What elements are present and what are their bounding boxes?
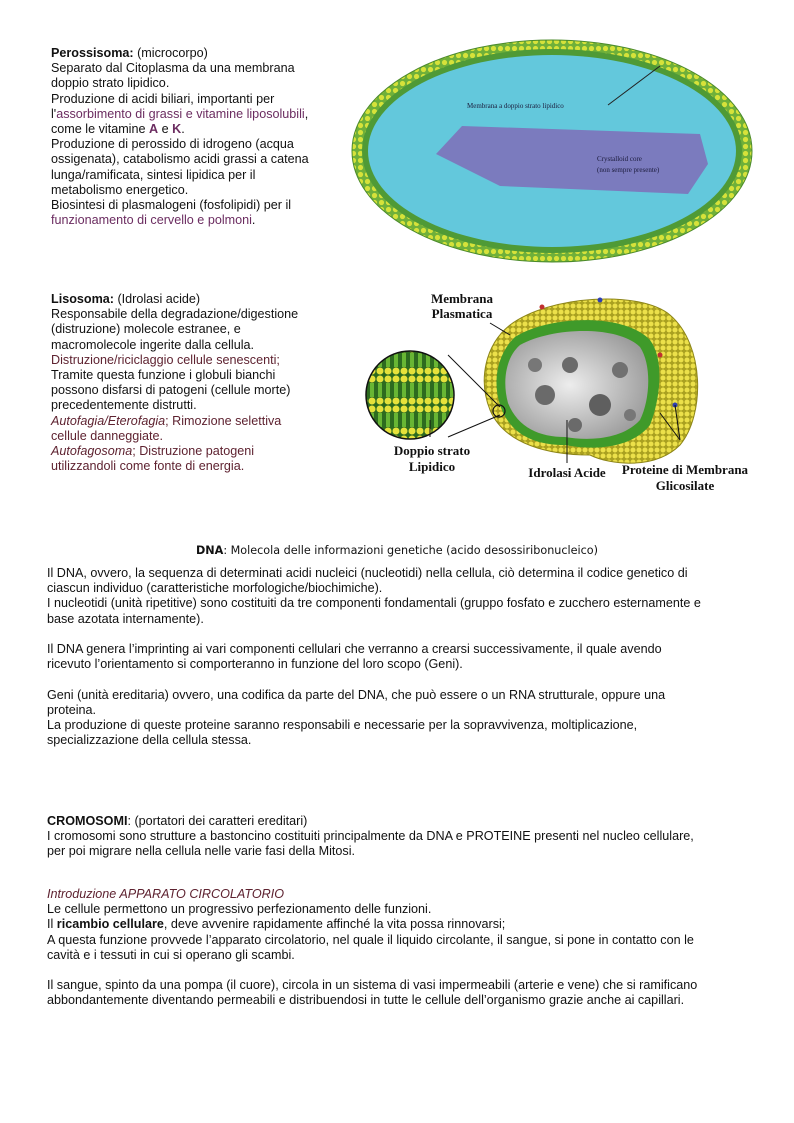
circolatorio-line: cavità e i tessuti in cui si operano gli scambi. (47, 947, 295, 962)
dna-line: ricevuto l’orientamento si comporteranno in funzione del loro scopo (Geni). (47, 657, 463, 672)
circolatorio-line: Il ricambio cellulare, deve avvenire rapidamente affinché la vita possa rinnovarsi; (47, 917, 506, 932)
label-glicosilate: Glicosilate (655, 478, 715, 493)
cromosomi-line: I cromosomi sono strutture a bastoncino costituiti principalmente da DNA e PROTEINE presenti nel nucleo cellulare, (47, 829, 694, 844)
cromosomi-line: per poi migrare nella cellula nelle varie fasi della Mitosi. (47, 844, 355, 859)
label-proteine: Proteine di Membrana (621, 462, 749, 477)
dna-line: specializzazione della cellula stessa. (47, 733, 252, 748)
perossisoma-line: Produzione di acidi biliari, importanti per (51, 91, 275, 106)
lisosoma-line: macromolecole ingerite dalla cellula. (51, 337, 255, 352)
dna-line: Geni (unità ereditaria) ovvero, una codifica da parte del DNA, che può essere o un RNA strutturale, oppure una (47, 687, 666, 702)
hydrolase (589, 394, 611, 416)
hydrolase (535, 385, 555, 405)
circolatorio-line: Le cellule permettono un progressivo perfezionamento delle funzioni. (47, 902, 432, 917)
circolatorio-line: abbondantemente diventando permeabili e distribuendosi in tutte le cellule dell’organismo grazie anche ai capillari. (47, 993, 685, 1008)
perossisoma-line: Produzione di perossido di idrogeno (acqua (51, 137, 294, 152)
perossisoma-section (51, 46, 351, 228)
hydrolase (612, 362, 628, 378)
membrane-protein (540, 305, 545, 310)
hydrolase (562, 357, 578, 373)
lisosoma-line: Responsabile della degradazione/digestione (51, 307, 299, 322)
label-idrolasi: Idrolasi Acide (528, 465, 606, 480)
membrane-label: Membrana a doppio strato lipidico (467, 102, 564, 110)
perossisoma-line: l'assorbimento di grassi e vitamine liposolubili, (51, 106, 309, 121)
peroxisome-diagram (350, 38, 755, 269)
dna-line: Il DNA, ovvero, la sequenza di determinati acidi nucleici (nucleotidi) nella cellula, ciò determina il codice genetico di (47, 566, 688, 580)
zoom-circle (366, 351, 454, 439)
perossisoma-line: lunga/ramificata, sintesi lipidica per il (51, 167, 256, 182)
label-membrana: Membrana (430, 291, 494, 306)
core-label-1: Crystalloid core (597, 155, 642, 163)
lysosome-diagram (360, 285, 760, 505)
dna-line: proteina. (47, 702, 97, 717)
cromosomi-heading: CROMOSOMI: (portatori dei caratteri ereditari) (47, 814, 308, 828)
hydrolase (528, 358, 542, 372)
label-lipidico: Lipidico (408, 459, 456, 474)
perossisoma-line: funzionamento di cervello e polmoni. (51, 213, 256, 228)
circolatorio-section (47, 887, 762, 1009)
dna-section (47, 566, 757, 748)
dna-line: La produzione di queste proteine saranno responsabili e necessarie per la sopravvivenza, moltiplicazione, (47, 718, 638, 732)
core-label-2: (non sempre presente) (597, 166, 660, 174)
lisosoma-line: Distruzione/riciclaggio cellule senescenti; (51, 352, 280, 367)
lisosoma-line: (distruzione) molecole estranee, e (51, 322, 241, 337)
lisosoma-heading: Lisosoma: (Idrolasi acide) (51, 292, 201, 306)
perossisoma-line: come le vitamine A e K. (51, 122, 185, 137)
perossisoma-heading: Perossisoma: (microcorpo) (51, 46, 208, 60)
lisosoma-line: precedentemente distrutti. (51, 398, 197, 413)
perossisoma-line: Separato dal Citoplasma da una membrana (51, 61, 295, 76)
lisosoma-line: Tramite questa funzione i globuli bianchi (51, 368, 276, 383)
circolatorio-line: Il sangue, spinto da una pompa (il cuore), circola in un sistema di vasi impermeabili (arterie e vene) che si ramificano (47, 978, 698, 993)
circolatorio-heading: Introduzione APPARATO CIRCOLATORIO (47, 887, 285, 901)
label-doppio: Doppio strato (393, 443, 471, 458)
perossisoma-line: metabolismo energetico. (51, 182, 189, 197)
lisosoma-line: Autofagia/Eterofagia; Rimozione selettiva (51, 413, 282, 428)
perossisoma-line: Biosintesi di plasmalogeni (fosfolipidi) per il (51, 198, 292, 213)
perossisoma-line: doppio strato lipidico. (51, 76, 170, 91)
circolatorio-line: A questa funzione provvede l’apparato circolatorio, nel quale il liquido circolante, il sangue, si pone in contatto con le (47, 932, 694, 947)
lisosoma-section (51, 292, 351, 474)
membrane-protein (598, 298, 603, 303)
dna-line: ciascun individuo (caratteristiche morfologiche/biochimiche). (47, 581, 383, 596)
perossisoma-line: ossigenata), catabolismo acidi grassi a catena (51, 152, 309, 167)
membrane-protein (658, 353, 663, 358)
lisosoma-line: Autofagosoma; Distruzione patogeni (51, 444, 255, 459)
lisosoma-line: utilizzandoli come fonte di energia. (51, 459, 245, 474)
dna-heading: DNA: Molecola delle informazioni genetiche (acido desossiribonucleico) (196, 544, 598, 557)
dna-line: Il DNA genera l’imprinting ai vari componenti cellulari che verranno a crearsi successivamente, il quale avendo (47, 642, 662, 656)
dna-line: I nucleotidi (unità ripetitive) sono costituiti da tre componenti fondamentali (gruppo fosfato e zucchero esternamente e (47, 596, 701, 611)
hydrolase (568, 418, 582, 432)
hydrolase (624, 409, 636, 421)
dna-line: base azotata internamente). (47, 611, 204, 626)
label-plasmatica: Plasmatica (431, 306, 493, 321)
cromosomi-section (47, 814, 757, 860)
zoom-line (448, 415, 500, 437)
lisosoma-line: possono disfarsi di patogeni (cellule morte) (51, 383, 291, 398)
lisosoma-line: cellule danneggiate. (51, 428, 164, 443)
